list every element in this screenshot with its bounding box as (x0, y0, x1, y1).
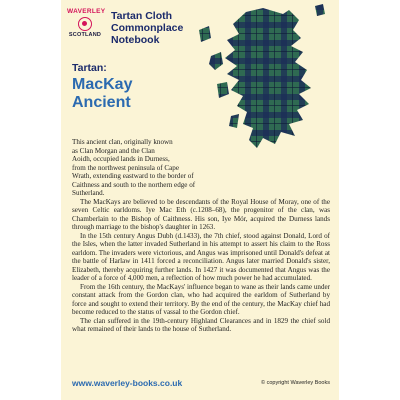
crest-icon (78, 17, 92, 31)
text-line: Caithness and south to the northern edge of (72, 180, 196, 189)
paragraph-2: The MacKays are believed to be descendants of the Royal House of Moray, one of the seven Celtic earldoms. Iye Mac Eth (c.1208–68), the progenitor of the clan, was Chamberlain to the Bishop of Caithness. His son, Iye Mór, acquired the Durness lands through marriage to the bishop's daughter in 1263. (72, 197, 330, 231)
website-link[interactable]: www.waverley-books.co.uk (72, 378, 183, 388)
series-title-line-2: Commonplace (111, 22, 184, 34)
tartan-name (72, 76, 192, 112)
text-line: Aoidh, occupied lands in Durness, (72, 155, 170, 163)
copyright-notice: © copyright Waverley Books (261, 380, 330, 386)
text-line: Wrath, extending eastward to the border of (72, 172, 194, 180)
scotland-map-image (191, 4, 337, 152)
paragraph-4: From the 16th century, the MacKays' influence began to wane as their lands came under constant attack from the Gordon clan, who had acquired the earldom of Sutherland by force and sought to extend their territory. By the end of the century, the MacKay chief had become reduced to the status of vassal to the Gordon chief. (72, 282, 330, 316)
clan-history-text (72, 138, 330, 334)
text-line: This ancient clan, originally known (72, 138, 173, 146)
series-title-line-3: Notebook (111, 34, 160, 46)
notebook-cover (61, 0, 339, 400)
mainland-shape (225, 8, 311, 148)
publisher-logo (67, 8, 106, 38)
logo-text-bottom: SCOTLAND (68, 32, 102, 38)
series-title (111, 10, 201, 46)
paragraph-5: The clan suffered in the 19th-century Highland Clearances and in 1829 the chief sold what remained of their lands to the house of Sutherland. (72, 316, 330, 333)
island-shape (229, 114, 239, 128)
text-line: as Clan Morgan and the Clan (72, 146, 155, 155)
island-shape (217, 82, 229, 98)
tartan-name-line-1: MacKay (72, 76, 133, 93)
paragraph-3: In the 15th century Angus Dubh (d.1433), the 7th chief, stood against Donald, Lord of the Isles, when the latter invaded Sutherland in his attempt to assert his claim to the Ross earldom. The invaders were victorious, and Angus was imprisoned until Donald's defeat at the battle of Harlaw in 1411 forced a reconciliation. Angus later married Donald's sister, Elizabeth, thereby acquiring further lands. In 1427 it was documented that Angus was the leader of a force of 4,000 men, a reflection of how much power he had accumulated. (72, 231, 330, 282)
tartan-name-line-2: Ancient (72, 94, 131, 111)
logo-text-top: WAVERLEY (67, 8, 106, 15)
island-shape (209, 52, 223, 70)
island-shape (199, 26, 211, 42)
series-title-line-1: Tartan Cloth (111, 10, 173, 22)
text-line: Sutherland. (72, 189, 105, 197)
text-line: from the northwest peninsula of Cape (72, 163, 179, 172)
footer (72, 378, 330, 390)
paragraph-1 (72, 138, 330, 198)
tartan-label: Tartan: (72, 62, 107, 74)
island-shape (315, 4, 325, 16)
